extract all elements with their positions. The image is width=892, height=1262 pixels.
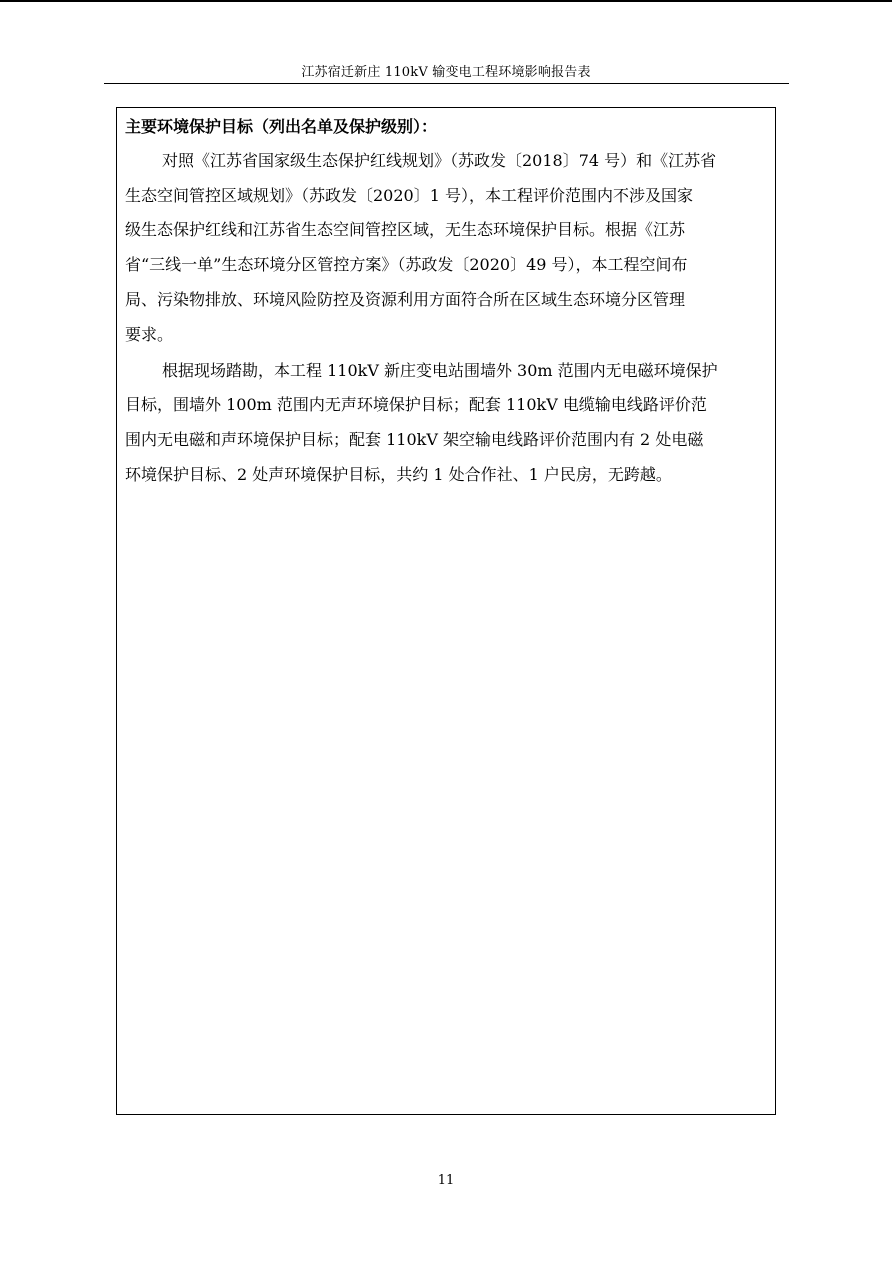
page-top-border <box>0 0 892 2</box>
paragraph1-line: 要求。 <box>125 325 174 344</box>
paragraph1-line: 级生态保护红线和江苏省生态空间管控区域，无生态环境保护目标。根据《江苏 <box>125 220 686 239</box>
paragraph1-line: 省“三线一单”生态环境分区管控方案》（苏政发〔2020〕49 号），本工程空间布 <box>125 255 688 274</box>
content-table-cell <box>116 107 776 1115</box>
paragraph2-line: 目标，围墙外 100m 范围内无声环境保护目标；配套 110kV 电缆输电线路评价范 <box>125 395 707 414</box>
paragraph1-line: 生态空间管控区域规划》（苏政发〔2020〕1 号），本工程评价范围内不涉及国家 <box>125 186 693 205</box>
paragraph2-line: 环境保护目标、2 处声环境保护目标，共约 1 处合作社、1 户民房，无跨越。 <box>125 465 672 484</box>
section-title: 主要环境保护目标（列出名单及保护级别）： <box>125 117 438 136</box>
paragraph2-line: 围内无电磁和声环境保护目标；配套 110kV 架空输电线路评价范围内有 2 处电磁 <box>125 430 704 449</box>
document-header-title: 江苏宿迁新庄 110kV 输变电工程环境影响报告表 <box>301 65 591 80</box>
paragraph1-line: 对照《江苏省国家级生态保护红线规划》（苏政发〔2018〕74 号）和《江苏省 <box>162 151 717 170</box>
paragraph2-line: 根据现场踏勘，本工程 110kV 新庄变电站围墙外 30m 范围内无电磁环境保护 <box>162 361 718 380</box>
page-number: 11 <box>437 1173 455 1188</box>
paragraph1-line: 局、污染物排放、环境风险防控及资源利用方面符合所在区域生态环境分区管理 <box>125 290 686 309</box>
header-rule <box>104 83 789 84</box>
